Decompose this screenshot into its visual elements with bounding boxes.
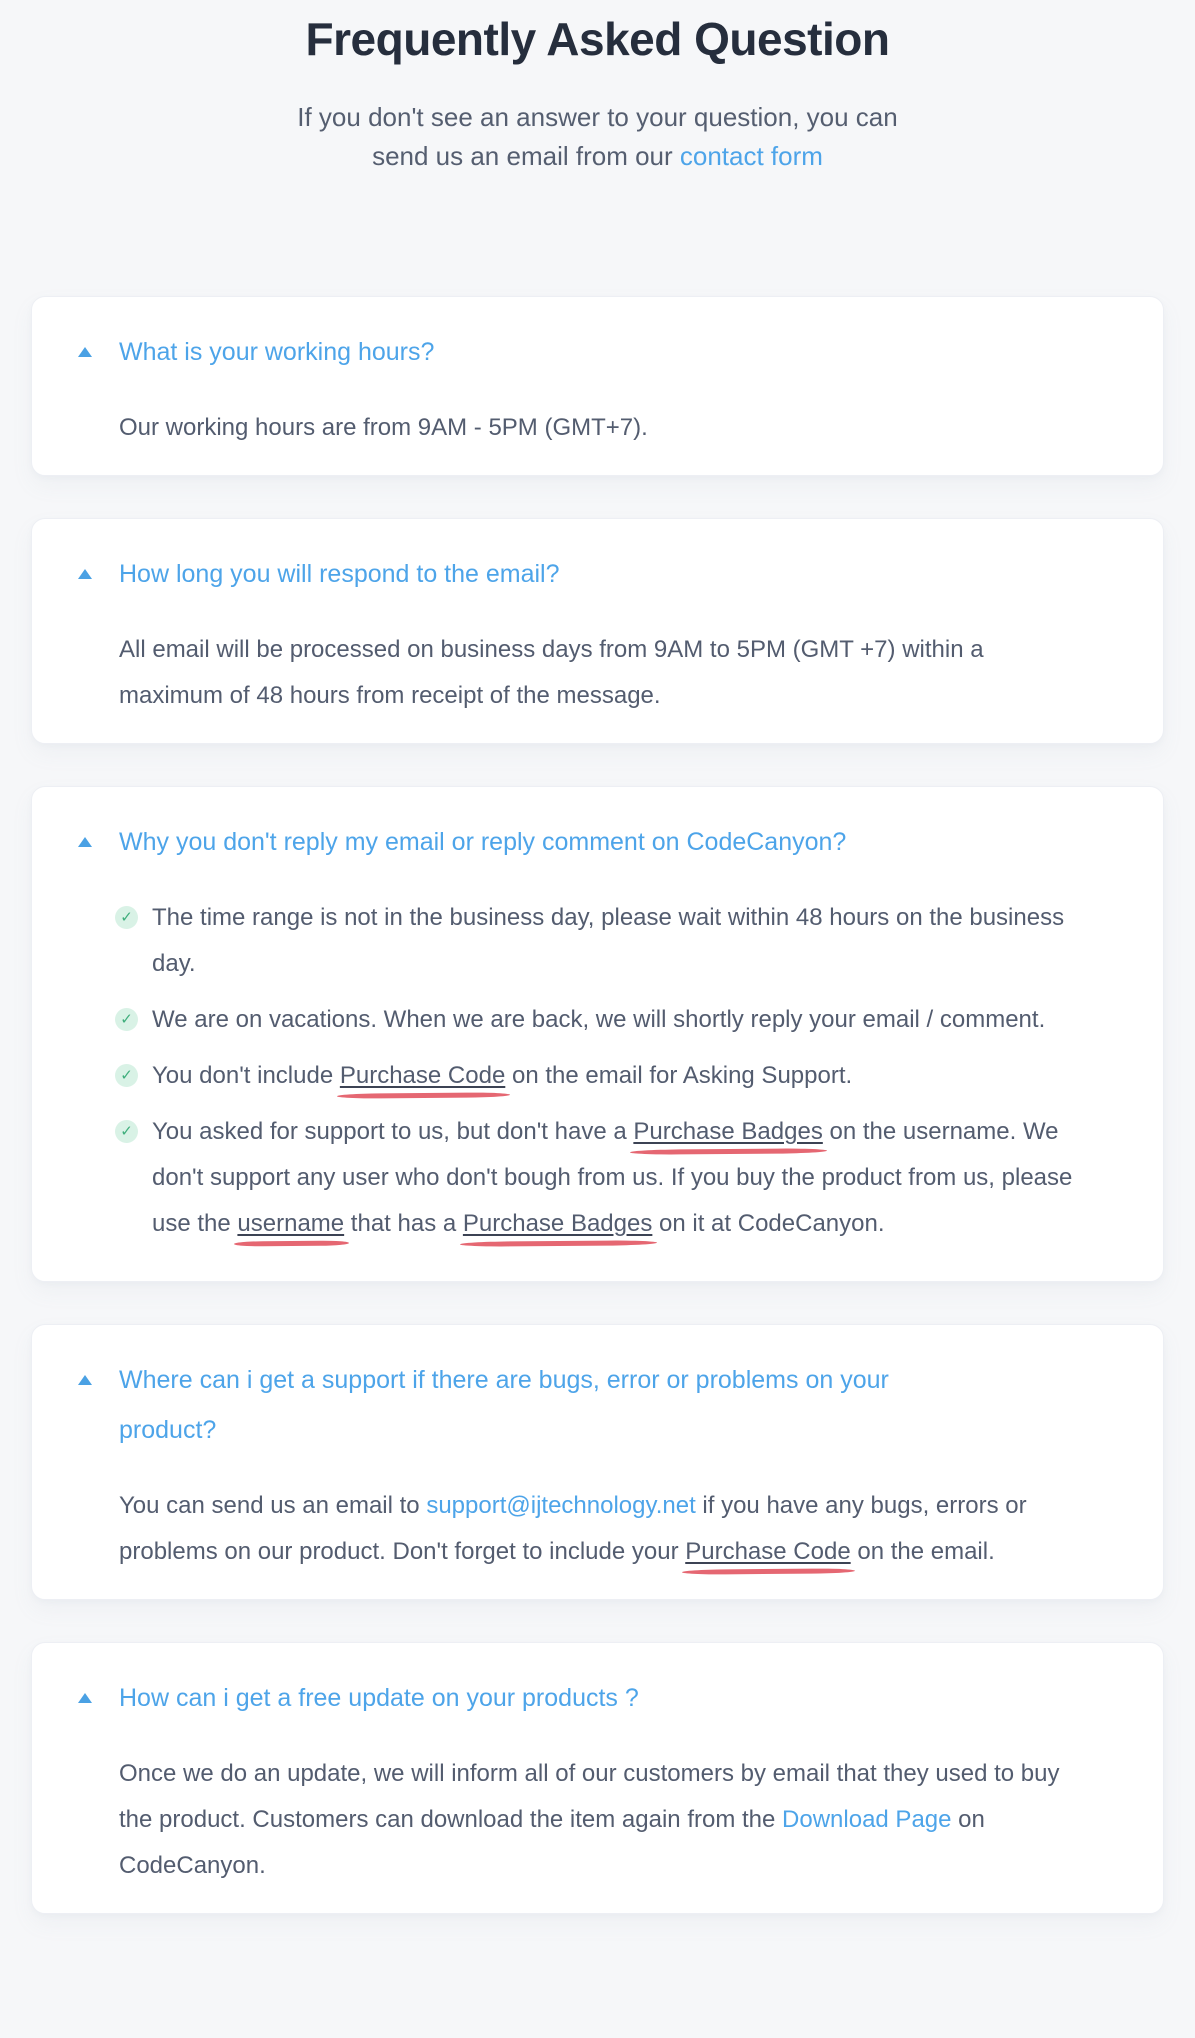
check-icon: ✓	[115, 1064, 138, 1087]
check-icon: ✓	[115, 1008, 138, 1031]
collapse-arrow-icon[interactable]	[78, 347, 92, 357]
faq-question-text: Why you don't reply my email or reply comment on CodeCanyon?	[119, 828, 847, 856]
faq-card	[31, 518, 1164, 744]
marker-underlined-text: Purchase Code	[339, 1062, 506, 1089]
faq-answer-list	[115, 895, 1103, 1247]
collapse-arrow-icon[interactable]	[78, 569, 92, 579]
faq-card	[31, 296, 1164, 476]
page-container	[31, 0, 1164, 1986]
collapse-arrow-icon[interactable]	[78, 837, 92, 847]
faq-answer: All email will be processed on business days from 9AM to 5PM (GMT +7) within a maximum of 48 hours from receipt of the message.	[119, 636, 984, 709]
subtitle-line1: If you don't see an answer to your question, you can	[297, 102, 898, 132]
faq-question[interactable]	[78, 549, 1103, 599]
marker-underlined-text: username	[237, 1210, 345, 1237]
faq-answer: Our working hours are from 9AM - 5PM (GMT+7).	[119, 414, 648, 441]
check-icon: ✓	[115, 1120, 138, 1143]
marker-underlined-text: Purchase Badges	[633, 1118, 823, 1145]
marker-underlined-text: Purchase Code	[685, 1538, 851, 1565]
collapse-arrow-icon[interactable]	[78, 1693, 92, 1703]
faq-question[interactable]	[78, 817, 1103, 867]
list-item-text: You asked for support to us, but don't have a Purchase Badges on the username. We don't support any user who don't bough from us. If you buy the product from us, please use the username that has a Purchase Badges on it at CodeCanyon.	[152, 1118, 1073, 1237]
faq-card	[31, 786, 1164, 1282]
marker-underlined-text: Purchase Badges	[462, 1210, 653, 1237]
faq-list	[31, 296, 1164, 1986]
faq-question-text: How can i get a free update on your products ?	[119, 1684, 639, 1712]
collapse-arrow-icon[interactable]	[78, 1375, 92, 1385]
faq-question-text: Where can i get a support if there are bugs, error or problems on your product?	[119, 1366, 889, 1444]
list-item-text: The time range is not in the business day, please wait within 48 hours on the business day.	[152, 904, 1065, 977]
faq-question-text: How long you will respond to the email?	[119, 560, 560, 588]
list-item	[115, 895, 1103, 987]
faq-answer: Once we do an update, we will inform all of our customers by email that they used to buy the product. Customers can download the item again from the Download Page on CodeCanyon.	[119, 1760, 1060, 1879]
inline-link[interactable]: support@ijtechnology.net	[426, 1492, 696, 1519]
faq-question[interactable]	[78, 1673, 1103, 1723]
faq-question-text: What is your working hours?	[119, 338, 435, 366]
check-icon: ✓	[115, 906, 138, 929]
list-item-text: We are on vacations. When we are back, we will shortly reply your email / comment.	[152, 1006, 1046, 1033]
subtitle-line2: send us an email from our	[372, 141, 680, 171]
faq-card	[31, 1642, 1164, 1914]
faq-card	[31, 1324, 1164, 1600]
faq-answer: You can send us an email to support@ijtechnology.net if you have any bugs, errors or problems on our product. Don't forget to include your Purchase Code on the email.	[119, 1492, 1027, 1565]
list-item	[115, 1109, 1103, 1247]
page-subtitle	[31, 98, 1164, 176]
page-header	[31, 0, 1164, 176]
faq-question[interactable]	[78, 327, 1103, 377]
inline-link[interactable]: Download Page	[782, 1806, 952, 1833]
list-item	[115, 997, 1103, 1043]
page-title: Frequently Asked Question	[305, 13, 890, 65]
contact-form-link[interactable]: contact form	[679, 141, 823, 171]
list-item-text: You don't include Purchase Code on the email for Asking Support.	[152, 1062, 853, 1089]
faq-question[interactable]	[78, 1355, 1103, 1455]
list-item	[115, 1053, 1103, 1099]
